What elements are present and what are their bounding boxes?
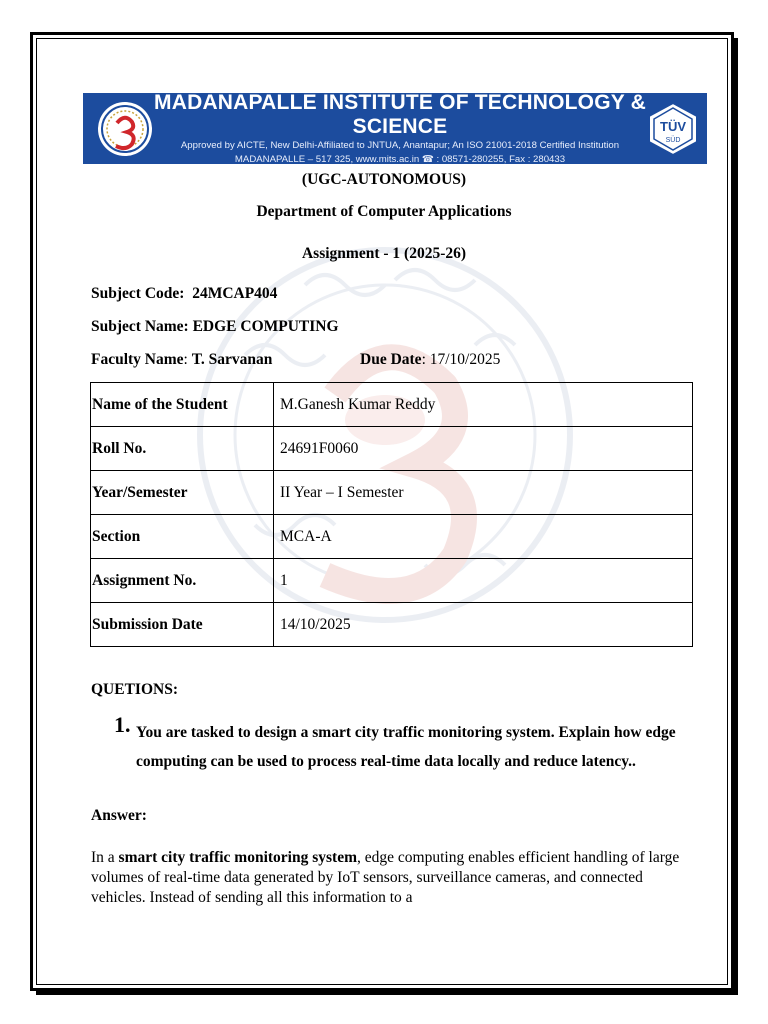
row-label: Assignment No. — [91, 559, 274, 603]
subject-code-field — [91, 285, 277, 303]
due-date-value: 17/10/2025 — [429, 351, 501, 368]
subject-name-value: EDGE COMPUTING — [192, 318, 339, 335]
answer-intro: In a — [91, 849, 119, 866]
row-value: 1 — [274, 559, 693, 603]
table-row — [91, 559, 693, 603]
faculty-name-label: Faculty Name — [91, 351, 184, 368]
autonomous-status: (UGC-AUTONOMOUS) — [301, 171, 467, 188]
questions-heading: QUETIONS: — [91, 681, 178, 698]
student-details-table — [90, 382, 693, 647]
row-value: 24691F0060 — [274, 427, 693, 471]
institute-name: MADANAPALLE INSTITUTE OF TECHNOLOGY & SCIENCE — [154, 90, 646, 138]
answer-bold-term: smart city traffic monitoring system — [118, 849, 358, 866]
row-value: M.Ganesh Kumar Reddy — [274, 383, 693, 427]
table-row — [91, 427, 693, 471]
due-date-field: Due Date: 17/10/2025 — [360, 351, 501, 368]
address-line: MADANAPALLE – 517 325, www.mits.ac.in ☎ : 08571-280255, Fax : 280433 — [234, 153, 566, 165]
row-label: Roll No. — [91, 427, 274, 471]
tuv-certification-icon — [647, 101, 699, 157]
row-value: II Year – I Semester — [274, 471, 693, 515]
subject-name-field — [91, 318, 339, 336]
question-text: You are tasked to design a smart city traffic monitoring system. Explain how edge computing can be used to process real-time data locally and reduce latency.. — [136, 724, 676, 770]
department-title: Department of Computer Applications — [256, 203, 512, 220]
question-number: 1. — [114, 712, 131, 737]
answer-rest: , edge computing enables efficient handling of large volumes of real-time data generated by IoT sensors, surveillance cameras, and connected vehicles. Instead of sending all this information to a — [91, 849, 680, 906]
subject-code-value: 24MCAP404 — [192, 285, 278, 302]
row-value: 14/10/2025 — [274, 603, 693, 647]
institute-header-banner — [83, 90, 707, 165]
answer-paragraph — [91, 848, 691, 908]
answer-heading: Answer: — [91, 807, 147, 824]
table-row — [91, 471, 693, 515]
table-row — [91, 383, 693, 427]
row-label: Year/Semester — [91, 471, 274, 515]
faculty-name-field: Faculty Name: T. Sarvanan — [91, 351, 273, 368]
row-label: Section — [91, 515, 274, 559]
tuv-text: TÜV — [660, 118, 686, 134]
table-row — [91, 603, 693, 647]
tuv-sub-text: SÜD — [665, 136, 681, 144]
table-row — [91, 515, 693, 559]
subject-code-label: Subject Code: — [91, 285, 185, 302]
row-value: MCA-A — [274, 515, 693, 559]
assignment-title: Assignment - 1 (2025-26) — [301, 245, 467, 262]
faculty-name-value: T. Sarvanan — [191, 351, 273, 368]
row-label: Name of the Student — [91, 383, 274, 427]
institute-logo-icon — [97, 101, 153, 157]
page-border-shadow-bottom — [36, 991, 738, 995]
due-date-label: Due Date — [360, 351, 422, 368]
subject-name-label: Subject Name: — [91, 318, 189, 335]
approval-line: Approved by AICTE, New Delhi-Affiliated to JNTUA, Anantapur; An ISO 21001-2018 Certified Institution — [180, 139, 620, 151]
row-label: Submission Date — [91, 603, 274, 647]
